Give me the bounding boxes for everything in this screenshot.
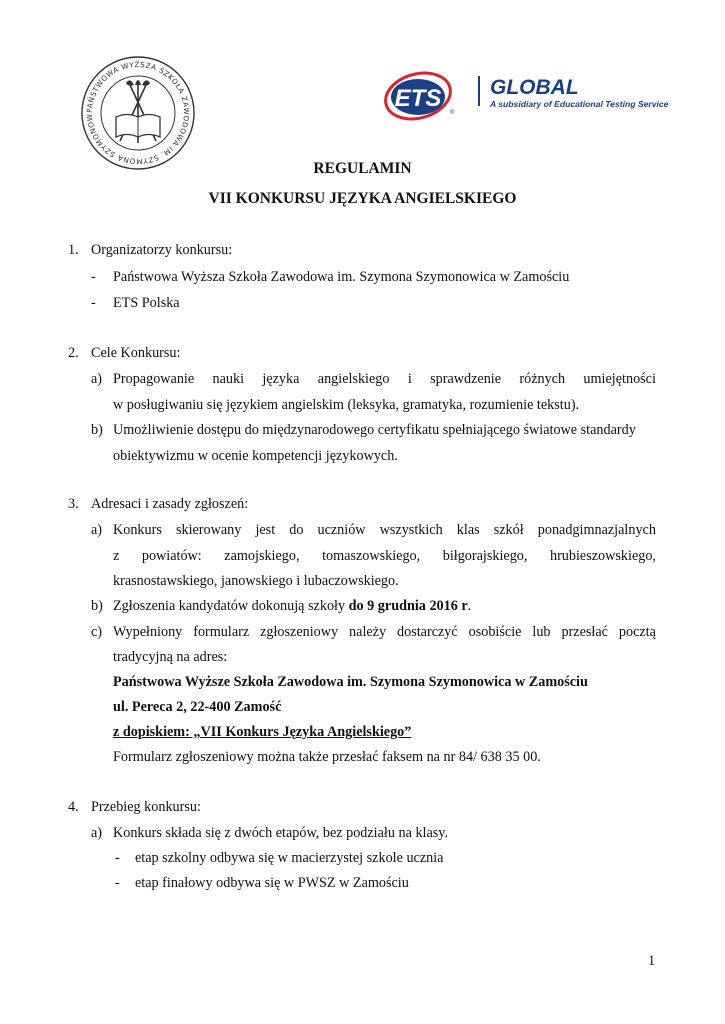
list-item: Państwowa Wyższa Szkoła Zawodowa im. Szymona Szymonowica w Zamościu: [113, 269, 570, 285]
word: uczniów: [317, 522, 366, 538]
document-subtitle: VII KONKURSU JĘZYKA ANGIELSKIEGO: [208, 190, 517, 207]
item-label: b): [91, 598, 103, 614]
word: zgłoszeniowy: [260, 624, 339, 640]
seal-ring-text: PAŃSTWOWA WYŻSZA SZKOŁA ZAWODOWA IM. SZYMONA SZYMONOW: [84, 59, 192, 167]
item-label: b): [91, 422, 103, 438]
word: Konkurs: [113, 522, 162, 538]
paragraph-line: w posługiwaniu się językiem angielskim (leksyka, gramatyka, rozumienie tekstu).: [113, 397, 580, 413]
word: osobiście: [468, 624, 522, 640]
word: dostarczyć: [397, 624, 458, 640]
word: i: [407, 371, 412, 387]
section-heading: Organizatorzy konkursu:: [91, 242, 233, 258]
paragraph-line: obiektywizmu w ocenie kompetencji językowych.: [113, 448, 398, 464]
word: angielskiego: [317, 371, 390, 387]
section-heading: Cele Konkursu:: [91, 345, 181, 361]
word: Propagowanie: [113, 371, 195, 387]
paragraph-line: krasnostawskiego, janowskiego i lubaczowskiego.: [113, 573, 399, 589]
word: należy: [349, 624, 387, 640]
section-heading: Adresaci i zasady zgłoszeń:: [91, 496, 249, 512]
justified-line: [113, 623, 656, 641]
word: skierowany: [175, 522, 242, 538]
word: różnych: [519, 371, 566, 387]
section-number: 2.: [68, 345, 79, 361]
deadline-line: [113, 597, 471, 615]
word: zamojskiego,: [224, 548, 300, 564]
list-bullet: -: [91, 269, 96, 285]
item-label: c): [91, 624, 103, 640]
section-heading: Przebieg konkursu:: [91, 799, 201, 815]
word: jest: [255, 522, 276, 538]
address-street: ul. Pereca 2, 22-400 Zamość: [113, 699, 282, 715]
word: wszystkich: [379, 522, 443, 538]
word: nauki: [212, 371, 245, 387]
global-title: GLOBAL: [490, 76, 579, 99]
fax-info: Formularz zgłoszeniowy można także przesłać faksem na nr 84/ 638 35 00.: [113, 749, 541, 765]
word: pocztą: [618, 624, 656, 640]
global-subtitle: A subsidiary of Educational Testing Service: [490, 99, 669, 109]
word: do: [289, 522, 304, 538]
item-label: a): [91, 522, 103, 538]
list-bullet: -: [91, 295, 96, 311]
word: umiejętności: [583, 371, 656, 387]
list-item: ETS Polska: [113, 295, 180, 311]
list-item: etap finałowy odbywa się w PWSZ w Zamościu: [135, 875, 409, 891]
document-title: REGULAMIN: [313, 160, 412, 177]
justified-line: [113, 370, 656, 388]
word: szkół: [493, 522, 524, 538]
university-seal: [80, 55, 196, 171]
word: ponadgimnazjalnych: [537, 522, 656, 538]
paragraph-line: Konkurs składa się z dwóch etapów, bez podziału na klasy.: [113, 825, 449, 841]
paragraph-line: Umożliwienie dostępu do międzynarodowego certyfikatu spełniającego światowe standardy: [113, 422, 636, 438]
page-number: 1: [648, 953, 656, 969]
word: tomaszowskiego,: [322, 548, 421, 564]
ets-global-logo: [384, 70, 684, 124]
list-bullet: -: [115, 850, 120, 866]
word: z: [113, 548, 120, 564]
address-annotation: z dopiskiem: „VII Konkurs Języka Angielskiego”: [113, 724, 412, 740]
word: hrubieszowskiego,: [549, 548, 656, 564]
paragraph-text: Zgłoszenia kandydatów dokonują szkoły: [113, 598, 349, 614]
justified-line: [113, 521, 656, 539]
word: formularz: [193, 624, 250, 640]
list-bullet: -: [115, 875, 120, 891]
ets-logo-text: ETS: [394, 85, 442, 112]
item-label: a): [91, 371, 103, 387]
word: klas: [456, 522, 480, 538]
word: Wypełniony: [113, 624, 183, 640]
section-number: 1.: [68, 242, 79, 258]
word: biłgorajskiego,: [442, 548, 528, 564]
paragraph-text: .: [467, 598, 472, 614]
section-number: 4.: [68, 799, 79, 815]
item-label: a): [91, 825, 103, 841]
deadline-date: do 9 grudnia 2016 r: [348, 598, 468, 614]
word: lub: [532, 624, 551, 640]
justified-line: [113, 547, 656, 565]
svg-text:®: ®: [450, 110, 455, 116]
list-item: etap szkolny odbywa się w macierzystej szkole ucznia: [135, 850, 444, 866]
word: języka: [262, 371, 300, 387]
section-number: 3.: [68, 496, 79, 512]
paragraph-line: tradycyjną na adres:: [113, 649, 228, 665]
word: przesłać: [561, 624, 608, 640]
address-institution: Państwowa Wyższe Szkoła Zawodowa im. Szymona Szymonowica w Zamościu: [113, 674, 588, 690]
word: powiatów:: [141, 548, 202, 564]
word: sprawdzenie: [430, 371, 502, 387]
